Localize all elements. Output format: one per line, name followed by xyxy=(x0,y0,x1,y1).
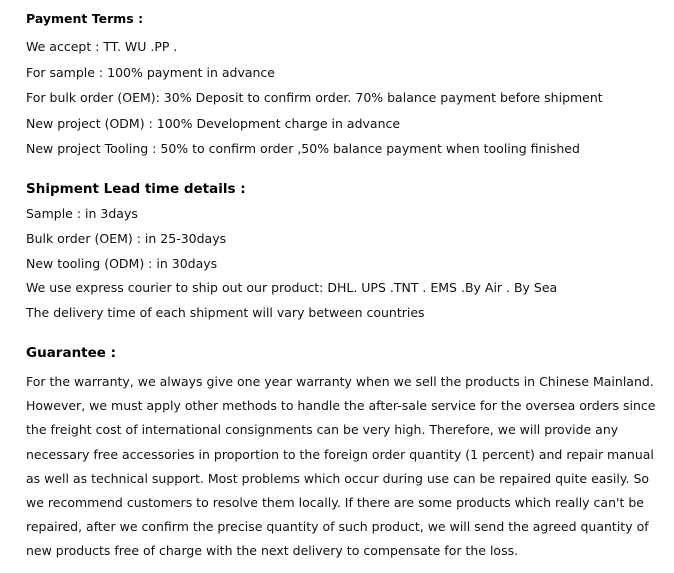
shipment-courier-line: We use express courier to ship out our product: DHL. UPS .TNT . EMS .By Air . By Sea xyxy=(26,280,558,295)
payment-tooling-line: New project Tooling : 50% to confirm order ,50% balance payment when tooling finished xyxy=(26,141,580,156)
guarantee-paragraph: For the warranty, we always give one year warranty when we sell the products in Chinese Mainland. However, we must apply other methods to handle the after-sale service for the oversea orders since the freight cost of international consignments can be very high. Therefore, we will provide any necessary free accessories in proportion to the foreign order quantity (1 percent) and repair manual as well as technical support. Most problems which occur during use can be repaired quite easily. So we recommend customers to resolve them locally. If there are some products which really can't be repaired, after we confirm the precise quantity of such product, we will send the agreed quantity of new products free of charge with the next delivery to compensate for the loss. xyxy=(26,374,656,559)
shipment-heading: Shipment Lead time details : xyxy=(26,181,246,197)
payment-sample-line: For sample : 100% payment in advance xyxy=(26,65,275,80)
shipment-sample-line: Sample : in 3days xyxy=(26,206,138,221)
payment-bulk-line: For bulk order (OEM): 30% Deposit to confirm order. 70% balance payment before shipment xyxy=(26,90,603,105)
shipment-tooling-line: New tooling (ODM) : in 30days xyxy=(26,256,218,271)
payment-accept-line: We accept : TT. WU .PP . xyxy=(26,39,178,54)
payment-odm-line: New project (ODM) : 100% Development charge in advance xyxy=(26,116,401,131)
shipment-delivery-line: The delivery time of each shipment will vary between countries xyxy=(26,305,425,320)
shipment-bulk-line: Bulk order (OEM) : in 25-30days xyxy=(26,231,227,246)
guarantee-heading: Guarantee : xyxy=(26,345,117,361)
payment-terms-heading: Payment Terms : xyxy=(26,11,144,26)
